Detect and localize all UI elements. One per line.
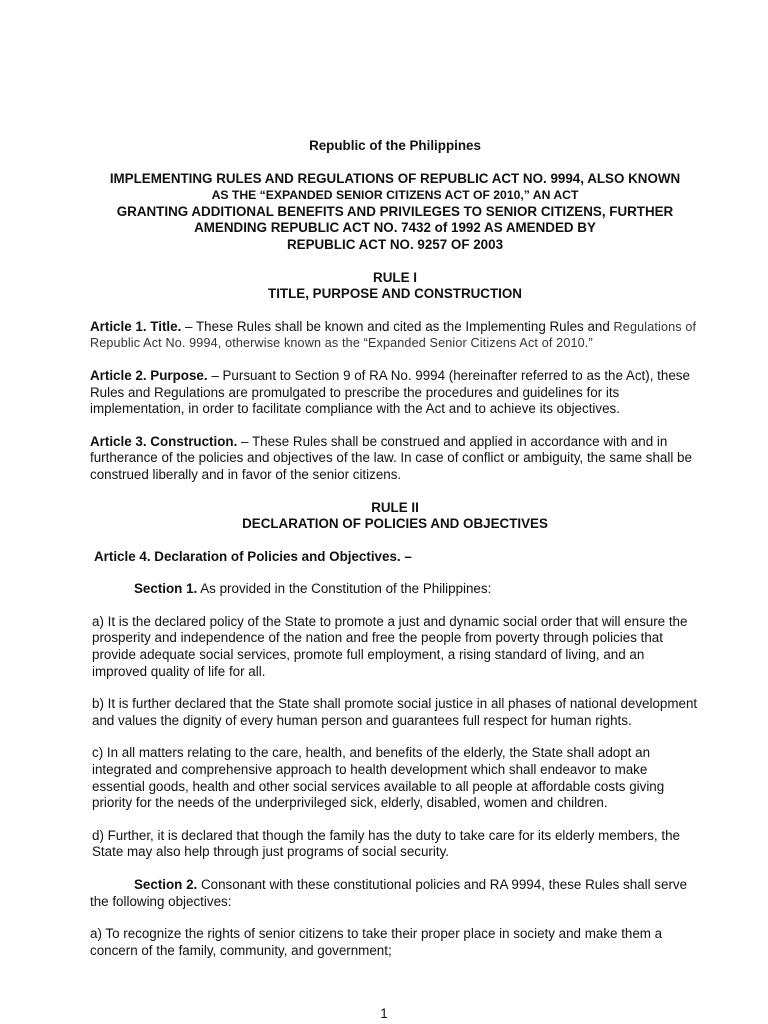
article-1 (90, 319, 700, 352)
section-2-text: Consonant with these constitutional policies and RA 9994, these Rules shall serve the following objectives: (90, 877, 688, 909)
rule-2-title: DECLARATION OF POLICIES AND OBJECTIVES (242, 516, 548, 532)
title-line-2: AS THE “EXPANDED SENIOR CITIZENS ACT OF 2010,” AN ACT (211, 188, 579, 203)
policy-item-d: d) Further, it is declared that though the family has the duty to take care for its elderly members, the State may also help through just programs of social security. (92, 827, 680, 860)
rule-1-number: RULE I (373, 269, 417, 285)
objective-item-a: a) To recognize the rights of senior citizens to take their proper place in society and make them a concern of the family, community, and government; (90, 926, 663, 958)
article-3-text: – These Rules shall be construed and applied in accordance with and in furtherance of the policies and objectives of the law. In case of conflict or ambiguity, the same shall be construed liberally and in favor of the senior citizens. (90, 433, 692, 482)
policy-item-a: a) It is the declared policy of the State to promote a just and dynamic social order that will ensure the prosperity and independence of the nation and free the people from poverty through policies that provide adequate social services, promote full employment, a rising standard of living, and an improved quality of life for all. (92, 613, 688, 679)
rule-2-heading (90, 500, 700, 533)
title-line-1: IMPLEMENTING RULES AND REGULATIONS OF REPUBLIC ACT NO. 9994, ALSO KNOWN (109, 170, 681, 186)
article-4 (90, 549, 700, 566)
article-1-label: Article 1. Title. (90, 318, 182, 334)
article-4-label: Article 4. Declaration of Policies and Objectives. – (94, 548, 412, 564)
policy-item-b: b) It is further declared that the State shall promote social justice in all phases of national development and values the dignity of every human person and guarantees full respect for human rights. (92, 696, 698, 728)
article-2 (90, 368, 700, 418)
rule-2-number: RULE II (371, 499, 419, 515)
article-2-label: Article 2. Purpose. (90, 367, 208, 383)
title-line-3: GRANTING ADDITIONAL BENEFITS AND PRIVILEGES TO SENIOR CITIZENS, FURTHER (116, 203, 674, 219)
document-body (90, 138, 700, 975)
title-line-5: REPUBLIC ACT NO. 9257 OF 2003 (286, 236, 504, 252)
section-1-label: Section 1. (134, 581, 198, 597)
policy-item-c: c) In all matters relating to the care, health, and benefits of the elderly, the State shall adopt an integrated and comprehensive approach to health development which shall endeavor to make essential goods, health and other social services available to all people at affordable costs giving priority for the needs of the underprivileged sick, elderly, disabled, women and children. (92, 745, 665, 811)
republic-heading: Republic of the Philippines (309, 138, 481, 153)
rule-1-heading (90, 270, 700, 303)
article-3-label: Article 3. Construction. (90, 433, 238, 449)
rule-1-title: TITLE, PURPOSE AND CONSTRUCTION (268, 286, 522, 302)
document-title (90, 171, 700, 254)
title-line-4: AMENDING REPUBLIC ACT NO. 7432 of 1992 AS AMENDED BY (194, 220, 596, 236)
section-2 (90, 877, 700, 910)
article-1-text-b: Regulations of Republic Act No. 9994, otherwise known as the “Expanded Senior Citizens Act of 2010.” (90, 319, 697, 351)
section-1 (90, 581, 700, 598)
page-number: 1 (380, 1006, 388, 1021)
section-1-text: As provided in the Constitution of the Philippines: (197, 581, 492, 597)
article-1-text-a: – These Rules shall be known and cited as the Implementing Rules and (181, 318, 610, 334)
article-3 (90, 434, 700, 484)
article-2-text: – Pursuant to Section 9 of RA No. 9994 (hereinafter referred to as the Act), these Rules and Regulations are promulgated to prescribe the procedures and guidelines for its implementation, in order to facilitate compliance with the Act and to achieve its objectives. (90, 367, 690, 417)
section-2-label: Section 2. (134, 877, 198, 892)
